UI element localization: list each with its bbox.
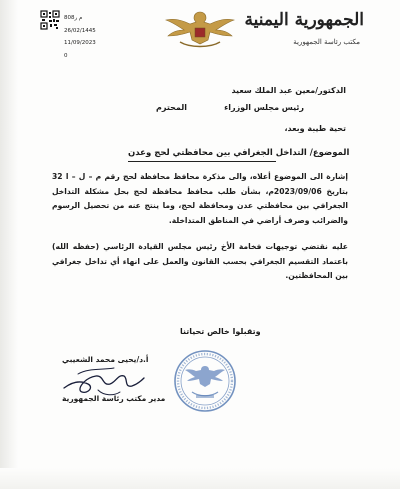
- subject-underline: [128, 161, 276, 162]
- document-meta: [64, 12, 96, 62]
- body-paragraph-2: عليه نقتضي توجيهات فخامة الأخ رئيس مجلس القيادة الرئاسي (حفظه الله) باعتماد التقسيم الجغرافي بحسب القانون والعمل على انهاء أي تداخل جغرافي بين المحافظتين.: [52, 242, 348, 280]
- reference-number: 808م ر: [64, 15, 83, 21]
- page-shadow: [0, 0, 18, 489]
- greeting: تحية طيبة وبعد،: [284, 124, 346, 133]
- body-paragraph-1: إشارة الى الموضوع أعلاه، والى مذكرة محافظ محافظة لحج رقم م – ل – ا 32 بتاريخ 2023/09/06م، بشأن طلب محافظ محافظة لحج بحل مشكلة التداخل الجغرافي بين محافظتي عدن ومحافظة لحج، وما ينتج عنه من تحصيل الرسوم والضرائب وصرف أراضي في المناطق المتداخلة.: [52, 172, 348, 225]
- eagle-emblem-icon: [160, 6, 240, 50]
- attachments-count: 0: [64, 52, 68, 59]
- signer-title: مدير مكتب رئاسة الجمهورية: [62, 394, 166, 403]
- official-seal-icon: [172, 348, 238, 414]
- recipient-name: الدكتور/معين عبد الملك سعيد: [231, 86, 346, 95]
- recipient-title: رئيس مجلس الوزراء: [224, 103, 304, 112]
- qr-code-icon: [40, 10, 60, 30]
- signer-name: أ.د/يحيى محمد الشعيبي: [62, 355, 149, 364]
- republic-name: الجمهورية اليمنية: [244, 10, 364, 30]
- date-hijri: 26/02/1445: [64, 27, 96, 34]
- subject-line: الموضوع/ التداخل الجغرافي بين محافظتي لحج وعدن: [128, 148, 350, 158]
- office-name: مكتب رئاسة الجمهورية: [293, 38, 360, 46]
- page-footer: [0, 468, 400, 489]
- honorific: المحترم: [156, 103, 187, 112]
- closing-remark: وتقبلوا خالص تحياتنا: [180, 327, 261, 336]
- date-gregorian: 11/09/2023: [64, 40, 96, 46]
